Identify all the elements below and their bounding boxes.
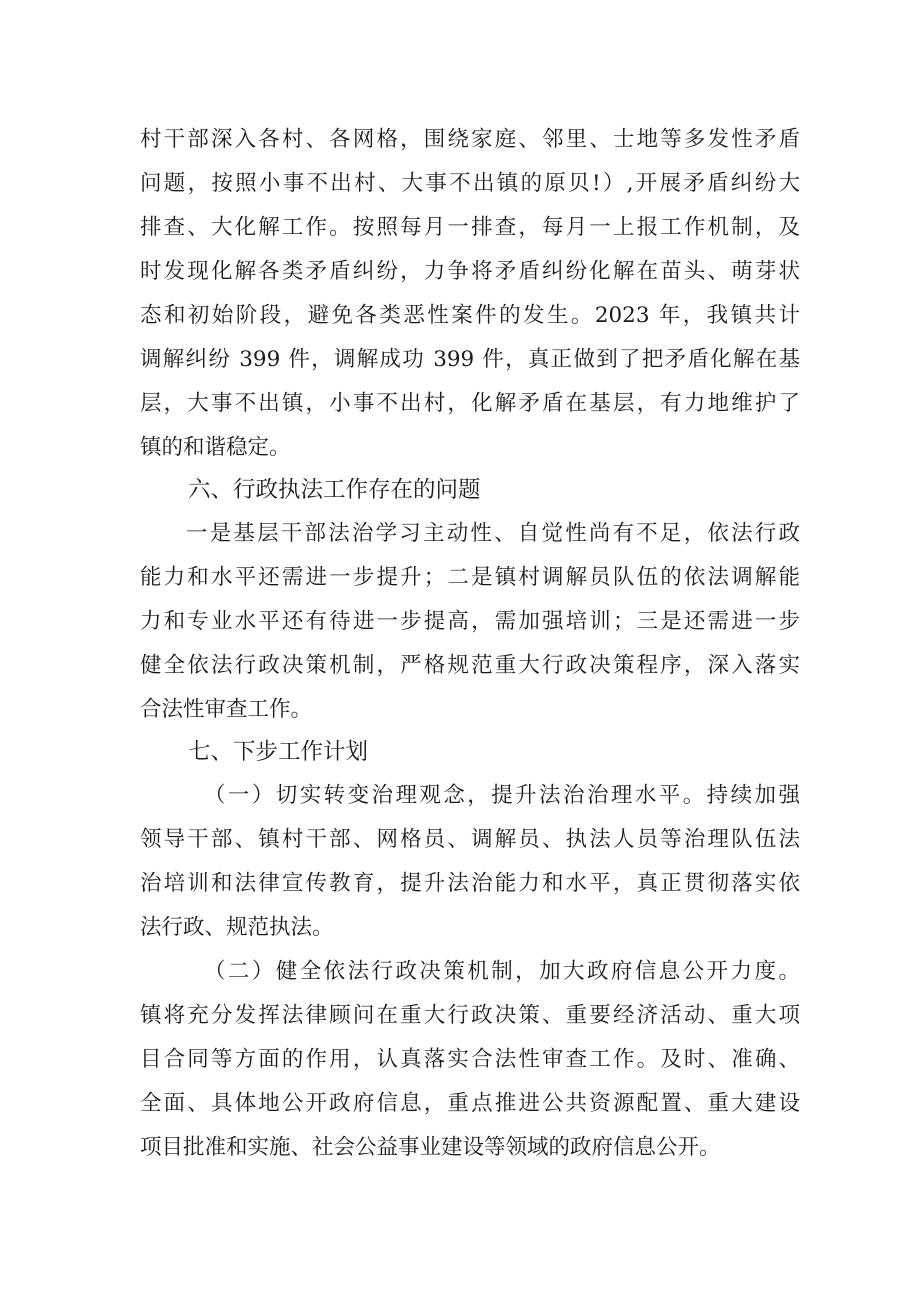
paragraph-1-line-4: 时发现化解各类矛盾纠纷，力争将矛盾纠纷化解在苗头、萌芽状 <box>140 259 800 284</box>
section-7-item-2-line-5: 项目批准和实施、社会公益事业建设等领域的政府信息公开。 <box>140 1135 721 1160</box>
paragraph-1-line-1: 村干部深入各村、各网格，围绕家庭、邻里、士地等多发性矛盾 <box>140 127 800 152</box>
paragraph-1-line-2: 问题，按照小事不出村、大事不出镇的原贝!）,开展矛盾纠纷大 <box>140 171 800 196</box>
section-7-heading: 七、下步工作计划 <box>188 739 369 765</box>
paragraph-1-line-7: 层，大事不出镇，小事不出村，化解矛盾在基层，有力地维护了 <box>140 391 800 416</box>
section-7-item-2-line-4: 全面、具体地公开政府信息，重点推进公共资源配置、重大建设 <box>140 1091 800 1116</box>
section-6-line-4: 健全依法行政决策机制，严格规范重大行政决策程序，深入落实 <box>140 653 800 678</box>
section-7-item-1-line-4: 法行政、规范执法。 <box>140 915 334 940</box>
section-7-item-2-line-1: （二）健全依法行政决策机制，加大政府信息公开力度。 <box>204 959 800 984</box>
section-7-item-1-line-3: 治培训和法律宣传教育，提升法治能力和水平，真正贯彻落实依 <box>140 871 800 896</box>
paragraph-1-line-3: 排查、大化解工作。按照每月一排查，每月一上报工作机制，及 <box>140 215 800 240</box>
section-7-item-1-line-1: （一）切实转变治理观念，提升法治治理水平。持续加强 <box>204 783 800 808</box>
paragraph-1-line-8: 镇的和谐稳定。 <box>140 435 291 460</box>
section-7-item-2-line-2: 镇将充分发挥法律顾问在重大行政决策、重要经济活动、重大项 <box>140 1003 800 1028</box>
section-6-line-2: 能力和水平还需进一步提升；二是镇村调解员队伍的依法调解能 <box>140 565 800 590</box>
section-6-heading: 六、行政执法工作存在的问题 <box>188 477 481 503</box>
paragraph-1-line-5: 态和初始阶段，避免各类恶性案件的发生。2023 年，我镇共计 <box>140 303 800 328</box>
section-7-item-1-line-2: 领导干部、镇村干部、网格员、调解员、执法人员等治理队伍法 <box>140 827 800 852</box>
paragraph-1-line-6: 调解纠纷 399 件，调解成功 399 件，真正做到了把矛盾化解在基 <box>140 347 800 372</box>
section-6-line-1: 一是基层干部法治学习主动性、自觉性尚有不足，依法行政 <box>186 521 800 546</box>
section-6-line-5: 合法性审查工作。 <box>140 697 313 722</box>
section-7-item-2-line-3: 目合同等方面的作用，认真落实合法性审查工作。及时、准确、 <box>140 1047 800 1072</box>
section-6-line-3: 力和专业水平还有待进一步提高，需加强培训；三是还需进一步 <box>140 609 800 634</box>
